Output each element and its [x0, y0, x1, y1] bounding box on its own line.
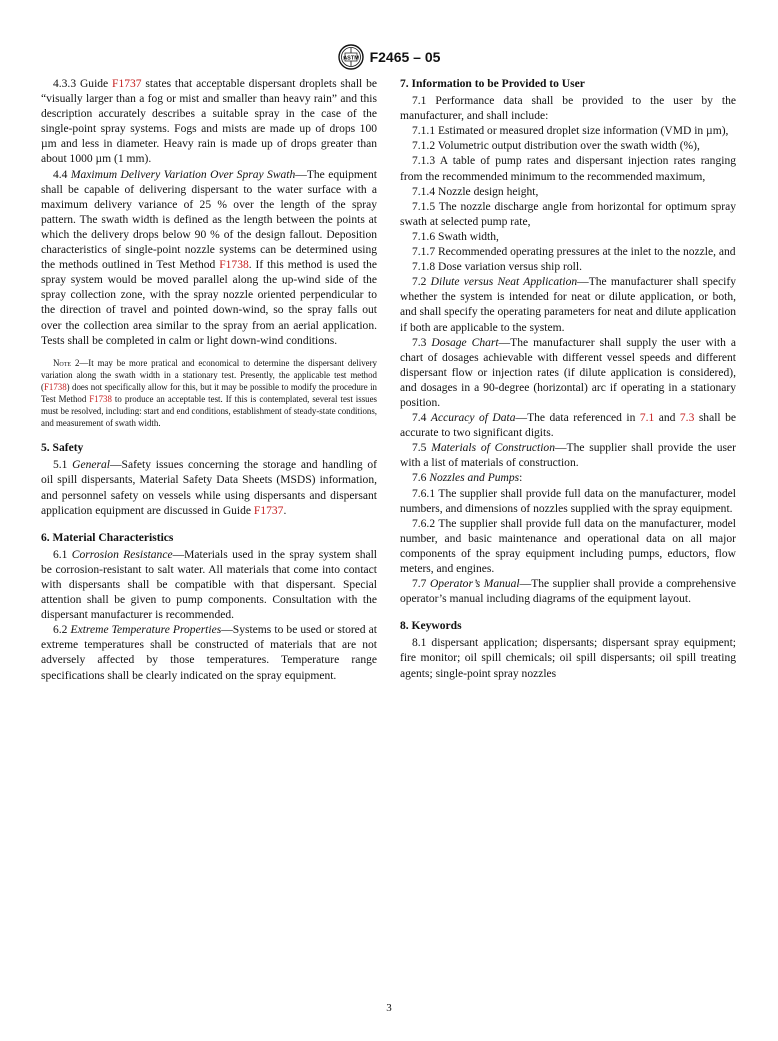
paragraph-7-5: 7.5 Materials of Construction—The supplier shall provide the user with a list of materials of construction.: [400, 442, 736, 470]
paragraph-7-1-2: 7.1.2 Volumetric output distribution over the swath width (%),: [412, 140, 700, 153]
section-heading-keywords: 8. Keywords: [400, 620, 462, 633]
svg-text:ASTM: ASTM: [342, 55, 359, 62]
right-column: [400, 77, 736, 682]
paragraph-6-1: 6.1 Corrosion Resistance—Materials used in the spray system shall be corrosion-resistant to salt water. All materials that come into contact with dispersants shall be compatible with that dispersant. Special attention shall be given to pump components. Consultation with the dispersant manufacturer is recommended.: [41, 548, 378, 622]
paragraph-7-1: 7.1 Performance data shall be provided to the user by the manufacturer, and shall include:: [400, 95, 736, 123]
ref-link[interactable]: F1737: [253, 504, 284, 517]
paragraph-4-3-3: 4.3.3 Guide F1737 states that acceptable dispersant droplets shall be “visually larger than a fog or mist and smaller than heavy rain” and this description accurately describes a suitable spray in the case of the single-point spray systems. Fogs and mists are made up of drops 100 µm and less in diameter. Heavy rain is made up of drops greater than about 1000 µm (1 mm).: [41, 78, 377, 166]
document-id: F2465 – 05: [369, 49, 441, 65]
paragraph-5-1: 5.1 General—Safety issues concerning the storage and handling of oil spill dispersants, Material Safety Data Sheets (MSDS) information, and personnel safety on vessels while using dispersants and dispersant application equipment are discussed in Guide F1737.: [41, 459, 377, 517]
note-2: Note 2—It may be more pratical and economical to determine the dispersant delivery variation along the swath width in a stationary test. Presently, the applicable test method (F1738) does not specifically allow for this, but it may be possible to modify the procedure in Test Method F1738 to produce an acceptable test. If this is contemplated, several test issues must be resolved, including: start and end conditions, establishment of steady-state conditions, and measurement of swath width.: [41, 357, 377, 429]
paragraph-7-3: 7.3 Dosage Chart—The manufacturer shall supply the user with a chart of dosages achievable with different vessel speeds and different dispersant flow or injection rates (if dilute application is considered), and dosages in a 90-degree (horizontal) arc if operating in a stationary position.: [400, 336, 736, 409]
ref-link[interactable]: F1738: [219, 259, 249, 272]
ref-link[interactable]: F1738: [89, 393, 112, 404]
paragraph-7-1-7: 7.1.7 Recommended operating pressures at the inlet to the nozzle, and: [412, 246, 736, 259]
left-column: [41, 77, 377, 684]
paragraph-7-6: 7.6 Nozzles and Pumps:: [412, 472, 523, 485]
astm-logo-icon: [338, 44, 364, 70]
paragraph-7-1-3: 7.1.3 A table of pump rates and dispersant injection rates ranging from the recommended minimum to the recommended maximum,: [400, 155, 736, 183]
ref-link[interactable]: F1738: [43, 381, 67, 392]
section-heading-safety: 5. Safety: [41, 442, 84, 455]
page-header: [0, 44, 778, 70]
section-heading-material: 6. Material Characteristics: [41, 531, 174, 544]
ref-link[interactable]: 7.3: [679, 412, 695, 425]
page-number: 3: [386, 1002, 392, 1014]
section-heading-information: 7. Information to be Provided to User: [400, 78, 585, 90]
paragraph-7-7: 7.7 Operator’s Manual—The supplier shall provide a comprehensive operator’s manual including diagrams of the equipment layout.: [400, 578, 737, 606]
paragraph-7-1-5: 7.1.5 The nozzle discharge angle from horizontal for optimum spray swath at selected pump rate,: [400, 200, 736, 228]
paragraph-7-6-1: 7.6.1 The supplier shall provide full data on the manufacturer, model numbers, and dimensions of nozzles supplied with the spray equipment.: [400, 487, 736, 515]
paragraph-7-1-4: 7.1.4 Nozzle design height,: [412, 185, 539, 198]
paragraph-7-6-2: 7.6.2 The supplier shall provide full data on the manufacturer, model number, and basic maintenance and operational data on all major components of the spray equipment including pumps, eductors, flow meters, and engines.: [400, 517, 736, 575]
paragraph-7-1-6: 7.1.6 Swath width,: [412, 230, 499, 243]
paragraph-4-4: 4.4 Maximum Delivery Variation Over Spray Swath—The equipment shall be capable of delivering dispersant to the water surface with a maximum delivery variance of 25 % over the length of the spray pattern. The swath width is defined as the length between the points at which the delivery drops below 90 % of the design fallout. Deposition characteristics of single-point nozzle systems can be determined using the methods outlined in Test Method F1738. If this method is used the spray system would be moved parallel along the up-wind side of the spray collection zone, with the spray nozzle oriented perpendicular to the direction of travel and pointed down-wind, so the spray falls out over the collection area similar to the spray from an aerial application. Tests shall be completed in calm or light down-wind conditions.: [41, 168, 377, 347]
paragraph-8-1: 8.1 dispersant application; dispersants; dispersant spray equipment; fire monitor; oil spill chemicals; oil spill dispersants; oil spill treating agents; single-point spray nozzles: [400, 637, 736, 680]
ref-link[interactable]: F1737: [112, 78, 142, 90]
paragraph-7-1-1: 7.1.1 Estimated or measured droplet size information (VMD in µm),: [412, 125, 729, 138]
paragraph-7-2: 7.2 Dilute versus Neat Application—The manufacturer shall specify whether the system is intended for neat or dilute application, or both, and shall specify the operating parameters for neat and dilute application if both are applicable to the system.: [400, 276, 737, 334]
paragraph-6-2: 6.2 Extreme Temperature Properties—Systems to be used or stored at extreme temperatures shall be constructed of materials that are not adversely affected by those temperatures. Temperature range specifications shall be clearly indicated on the spray equipment.: [41, 624, 378, 682]
paragraph-7-4: 7.4 Accuracy of Data—The data referenced in 7.1 and 7.3 shall be accurate to two significant digits.: [400, 412, 736, 440]
paragraph-7-1-8: 7.1.8 Dose variation versus ship roll.: [412, 261, 582, 274]
ref-link[interactable]: 7.1: [639, 412, 655, 425]
